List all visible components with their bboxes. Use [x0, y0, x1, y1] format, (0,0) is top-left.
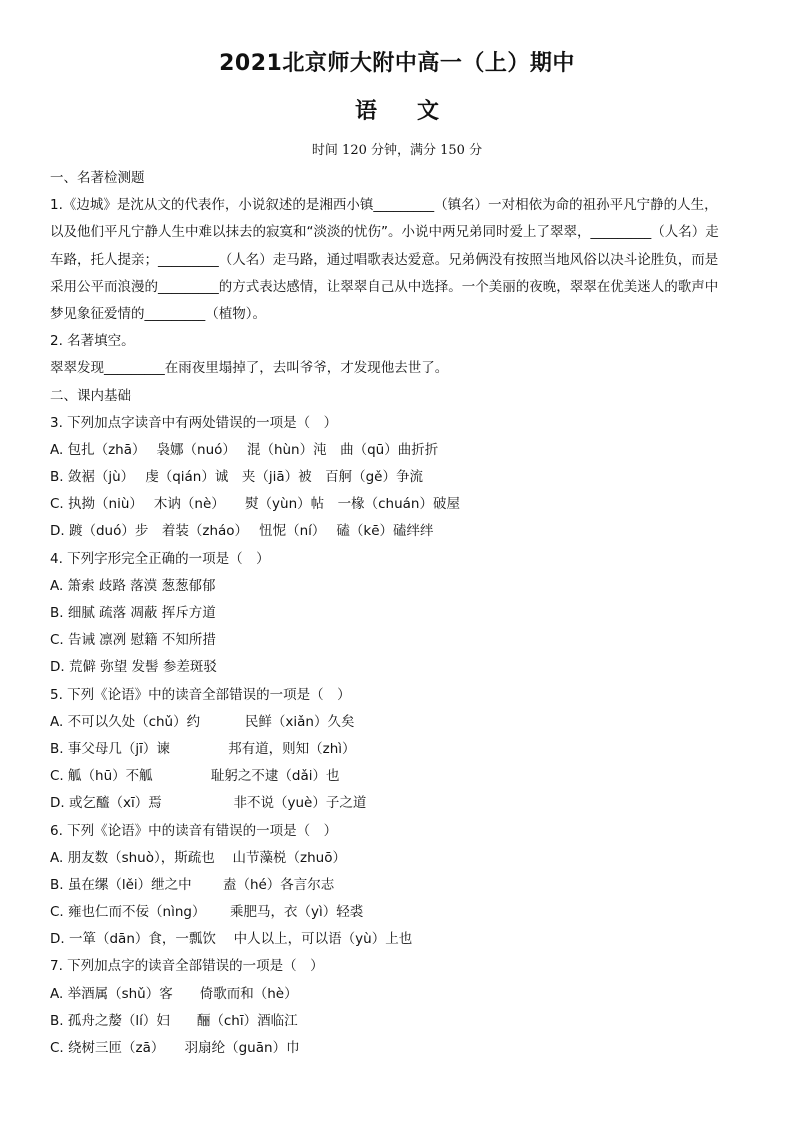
question-line: 2. 名著填空。 [50, 333, 135, 350]
option-line: C. 觚（hū）不觚 耻躬之不逮（dǎi）也 [50, 768, 340, 785]
question-line: 6. 下列《论语》中的读音有错误的一项是（ ） [50, 822, 338, 839]
option-line: A. 朋友数（shuò），斯疏也 山节藻棁（zhuō） [50, 849, 346, 866]
text-line: 梦见象征爱情的_________（植物）。 [50, 305, 266, 322]
exam-body [50, 165, 750, 1062]
question-line: 3. 下列加点字读音中有两处错误的一项是（ ） [50, 414, 338, 431]
question-line: 5. 下列《论语》中的读音全部错误的一项是（ ） [50, 686, 351, 703]
option-line: B. 敛裾（jù） 虔（qián）诚 夹（jiā）被 百舸（gě）争流 [50, 469, 423, 486]
text-line: 车路，托人提亲；_________（人名）走马路，通过唱歌表达爱意。兄弟俩没有按照当地风俗以决斗论胜负，而是 [50, 251, 719, 268]
option-line: A. 举酒属（shǔ）客 倚歌而和（hè） [50, 985, 298, 1002]
text-line: 以及他们平凡宁静人生中难以抹去的寂寞和“淡淡的忧伤”。小说中两兄弟同时爱上了翠翠，_________（人名）走 [50, 224, 719, 241]
option-line: D. 或乞醯（xī）焉 非不说（yuè）子之道 [50, 795, 367, 812]
option-line: A. 包扎（zhā） 袅娜（nuó） 混（hùn）沌 曲（qū）曲折折 [50, 441, 439, 458]
question-line: 4. 下列字形完全正确的一项是（ ） [50, 550, 270, 567]
section-heading: 一、名著检测题 [50, 170, 145, 186]
option-line: A. 不可以久处（chǔ）约 民鲜（xiǎn）久矣 [50, 713, 355, 730]
exam-subject: 语文 [354, 99, 479, 124]
option-line: C. 执拗（niù） 木讷（nè） 熨（yùn）帖 一椽（chuán）破屋 [50, 496, 460, 513]
option-line: D. 踱（duó）步 着装（zháo） 忸怩（ní） 磕（kē）磕绊绊 [50, 523, 434, 540]
option-line: C. 雍也仁而不佞（nìng） 乘肥马，衣（yì）轻裘 [50, 904, 364, 921]
exam-title: 2021北京师大附中高一（上）期中 [219, 51, 575, 76]
text-line: 翠翠发现_________在雨夜里塌掉了，去叫爷爷，才发现他去世了。 [50, 360, 449, 377]
option-line: C. 绕树三匝（zā） 羽扇纶（guān）巾 [50, 1040, 300, 1056]
option-line: D. 荒僻 弥望 发髻 参差斑驳 [50, 659, 217, 676]
question-line: 7. 下列加点字的读音全部错误的一项是（ ） [50, 958, 324, 975]
option-line: B. 细腻 疏落 凋蔽 挥斥方道 [50, 605, 216, 621]
option-line: C. 告诫 凛冽 慰籍 不知所措 [50, 632, 216, 649]
exam-info: 时间 120 分钟，满分 150 分 [311, 143, 483, 158]
section-heading: 二、课内基础 [50, 387, 131, 404]
option-line: A. 箫索 歧路 落漠 葱葱郁郁 [50, 577, 216, 594]
option-line: B. 孤舟之嫠（lí）妇 酾（chī）酒临江 [50, 1012, 298, 1029]
option-line: D. 一箪（dān）食，一瓢饮 中人以上，可以语（yù）上也 [50, 931, 413, 948]
text-line: 1.《边城》是沈从文的代表作，小说叙述的是湘西小镇_________（镇名）一对相依为命的祖孙平凡宁静的人生， [50, 197, 718, 214]
option-line: B. 虽在缧（lěi）绁之中 盍（hé）各言尔志 [50, 876, 335, 893]
text-line: 采用公平而浪漫的_________的方式表达感情，让翠翠自己从中选择。一个美丽的夜晚，翠翠在优美迷人的歌声中 [50, 278, 719, 295]
option-line: B. 事父母几（jī）谏 邦有道，则知（zhì） [50, 740, 356, 757]
